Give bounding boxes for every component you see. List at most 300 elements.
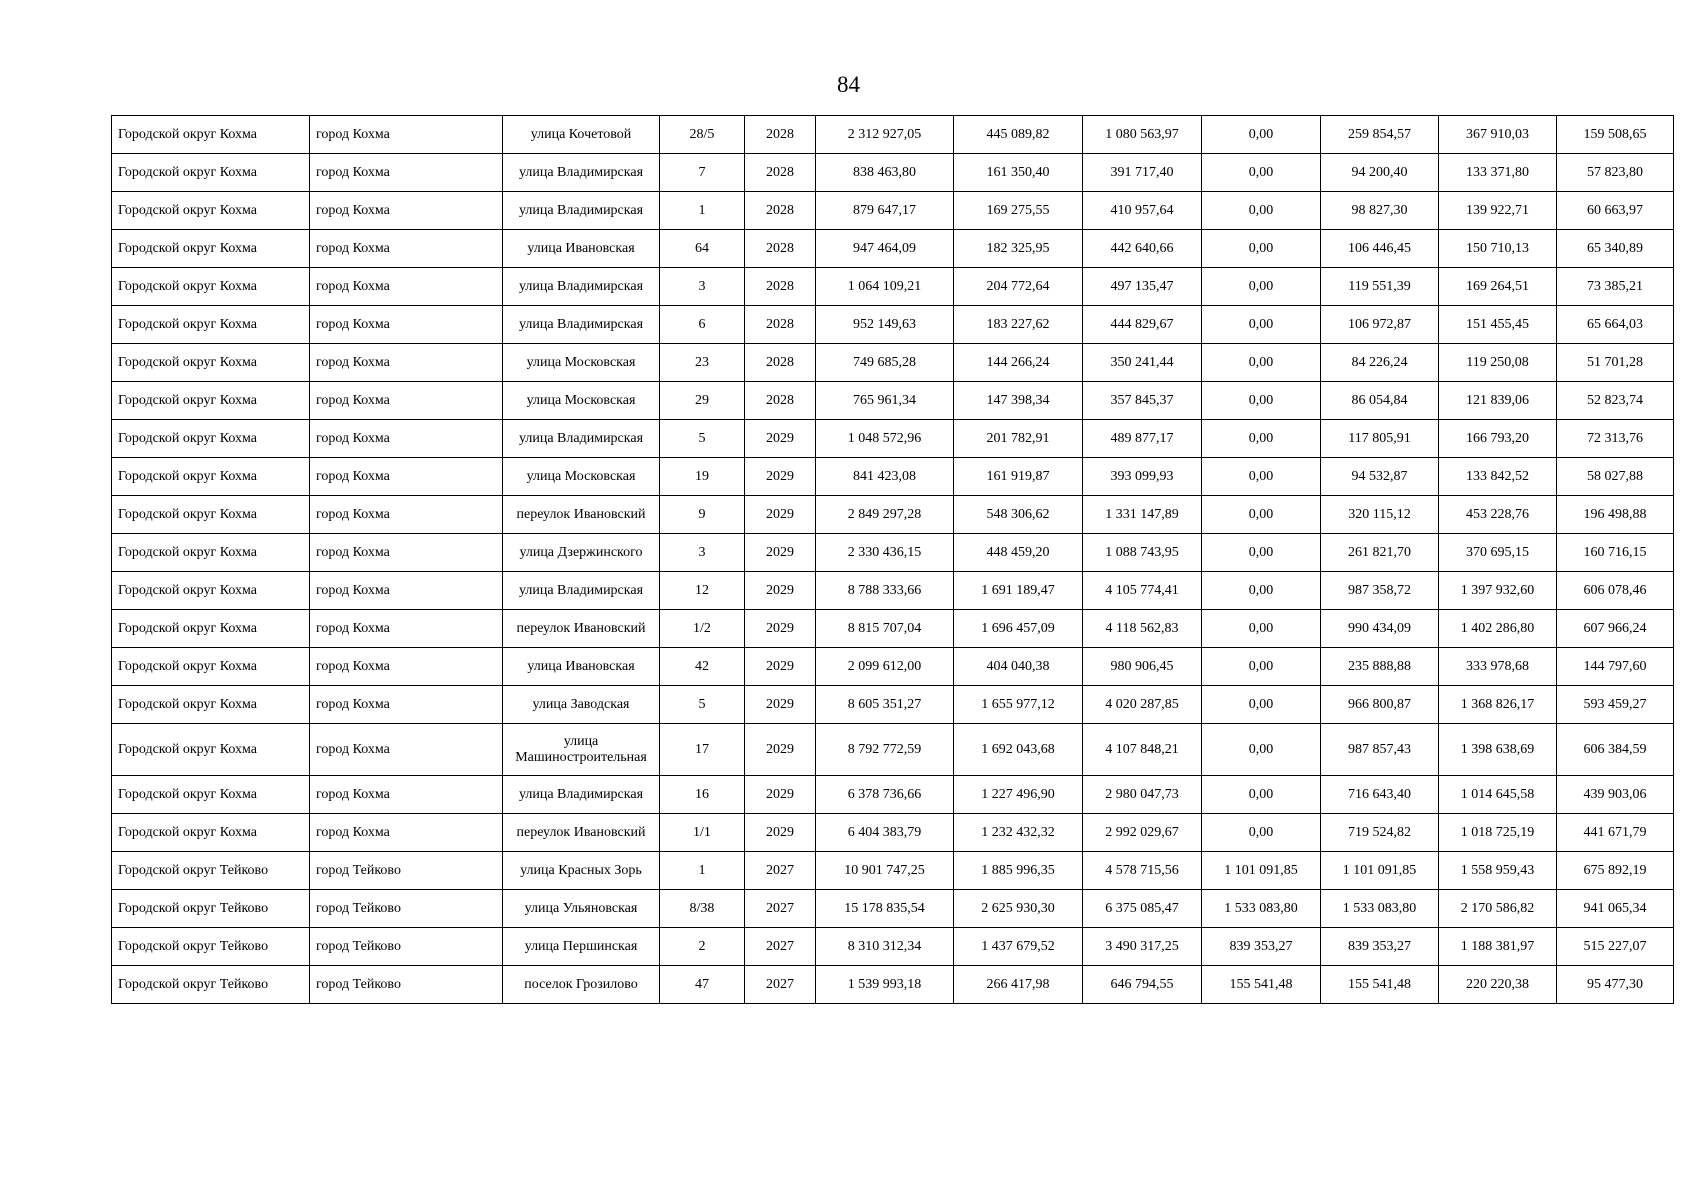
- table-row: [112, 648, 1674, 686]
- cell-col-10: 987 857,43: [1321, 724, 1439, 776]
- cell-col-8: 1 080 563,97: [1083, 116, 1202, 154]
- cell-district: Городской округ Тейково: [112, 928, 310, 966]
- cell-street: переулок Ивановский: [503, 610, 660, 648]
- cell-total: 947 464,09: [816, 230, 954, 268]
- cell-col-8: 410 957,64: [1083, 192, 1202, 230]
- cell-total: 1 048 572,96: [816, 420, 954, 458]
- cell-total: 765 961,34: [816, 382, 954, 420]
- cell-col-7: 548 306,62: [954, 496, 1083, 534]
- cell-house: 42: [660, 648, 745, 686]
- cell-col-8: 646 794,55: [1083, 966, 1202, 1004]
- table-body: [112, 116, 1674, 1004]
- cell-house: 16: [660, 776, 745, 814]
- cell-city: город Тейково: [310, 890, 503, 928]
- cell-col-10: 716 643,40: [1321, 776, 1439, 814]
- cell-street: улица Заводская: [503, 686, 660, 724]
- cell-total: 2 330 436,15: [816, 534, 954, 572]
- cell-district: Городской округ Кохма: [112, 686, 310, 724]
- cell-col-8: 442 640,66: [1083, 230, 1202, 268]
- cell-col-7: 445 089,82: [954, 116, 1083, 154]
- cell-col-7: 404 040,38: [954, 648, 1083, 686]
- table-row: [112, 724, 1674, 776]
- cell-house: 64: [660, 230, 745, 268]
- cell-col-7: 1 232 432,32: [954, 814, 1083, 852]
- cell-col-7: 147 398,34: [954, 382, 1083, 420]
- cell-col-9: 0,00: [1202, 610, 1321, 648]
- cell-col-11: 1 558 959,43: [1439, 852, 1557, 890]
- cell-city: город Кохма: [310, 458, 503, 496]
- cell-house: 1/1: [660, 814, 745, 852]
- cell-col-12: 73 385,21: [1557, 268, 1674, 306]
- cell-house: 47: [660, 966, 745, 1004]
- cell-total: 15 178 835,54: [816, 890, 954, 928]
- cell-total: 952 149,63: [816, 306, 954, 344]
- cell-house: 5: [660, 686, 745, 724]
- cell-street: улица Владимирская: [503, 192, 660, 230]
- cell-col-10: 94 532,87: [1321, 458, 1439, 496]
- cell-col-7: 144 266,24: [954, 344, 1083, 382]
- cell-col-7: 1 692 043,68: [954, 724, 1083, 776]
- cell-col-12: 52 823,74: [1557, 382, 1674, 420]
- cell-col-8: 4 107 848,21: [1083, 724, 1202, 776]
- cell-col-12: 144 797,60: [1557, 648, 1674, 686]
- cell-col-7: 1 696 457,09: [954, 610, 1083, 648]
- cell-city: город Кохма: [310, 116, 503, 154]
- cell-district: Городской округ Кохма: [112, 814, 310, 852]
- cell-col-11: 370 695,15: [1439, 534, 1557, 572]
- cell-year: 2029: [745, 610, 816, 648]
- cell-total: 8 792 772,59: [816, 724, 954, 776]
- cell-col-9: 0,00: [1202, 344, 1321, 382]
- cell-col-7: 183 227,62: [954, 306, 1083, 344]
- cell-col-10: 235 888,88: [1321, 648, 1439, 686]
- cell-col-11: 2 170 586,82: [1439, 890, 1557, 928]
- cell-col-12: 441 671,79: [1557, 814, 1674, 852]
- cell-col-12: 57 823,80: [1557, 154, 1674, 192]
- cell-street: улица Владимирская: [503, 420, 660, 458]
- cell-city: город Кохма: [310, 610, 503, 648]
- cell-district: Городской округ Кохма: [112, 306, 310, 344]
- cell-house: 28/5: [660, 116, 745, 154]
- cell-house: 29: [660, 382, 745, 420]
- cell-col-11: 1 397 932,60: [1439, 572, 1557, 610]
- cell-col-10: 155 541,48: [1321, 966, 1439, 1004]
- cell-year: 2028: [745, 116, 816, 154]
- cell-city: город Кохма: [310, 648, 503, 686]
- cell-year: 2027: [745, 966, 816, 1004]
- cell-col-12: 160 716,15: [1557, 534, 1674, 572]
- cell-year: 2028: [745, 192, 816, 230]
- cell-col-11: 453 228,76: [1439, 496, 1557, 534]
- cell-district: Городской округ Кохма: [112, 192, 310, 230]
- cell-street: улица Московская: [503, 382, 660, 420]
- cell-street: улица Владимирская: [503, 154, 660, 192]
- cell-col-12: 593 459,27: [1557, 686, 1674, 724]
- cell-house: 2: [660, 928, 745, 966]
- cell-house: 1/2: [660, 610, 745, 648]
- cell-col-8: 2 992 029,67: [1083, 814, 1202, 852]
- cell-house: 3: [660, 268, 745, 306]
- cell-col-9: 0,00: [1202, 458, 1321, 496]
- cell-col-7: 1 691 189,47: [954, 572, 1083, 610]
- cell-col-12: 65 664,03: [1557, 306, 1674, 344]
- cell-col-8: 980 906,45: [1083, 648, 1202, 686]
- cell-col-12: 65 340,89: [1557, 230, 1674, 268]
- cell-district: Городской округ Кохма: [112, 116, 310, 154]
- cell-total: 2 099 612,00: [816, 648, 954, 686]
- cell-col-12: 607 966,24: [1557, 610, 1674, 648]
- cell-col-7: 201 782,91: [954, 420, 1083, 458]
- cell-street: улица Кочетовой: [503, 116, 660, 154]
- cell-col-9: 839 353,27: [1202, 928, 1321, 966]
- cell-col-9: 0,00: [1202, 776, 1321, 814]
- cell-year: 2029: [745, 724, 816, 776]
- cell-col-10: 719 524,82: [1321, 814, 1439, 852]
- cell-total: 1 539 993,18: [816, 966, 954, 1004]
- cell-col-11: 119 250,08: [1439, 344, 1557, 382]
- cell-house: 19: [660, 458, 745, 496]
- cell-col-12: 675 892,19: [1557, 852, 1674, 890]
- cell-city: город Кохма: [310, 344, 503, 382]
- cell-year: 2027: [745, 928, 816, 966]
- table-row: [112, 496, 1674, 534]
- table-row: [112, 852, 1674, 890]
- table-row: [112, 268, 1674, 306]
- cell-col-8: 6 375 085,47: [1083, 890, 1202, 928]
- cell-col-7: 169 275,55: [954, 192, 1083, 230]
- cell-street: улица Ульяновская: [503, 890, 660, 928]
- cell-total: 6 404 383,79: [816, 814, 954, 852]
- cell-house: 17: [660, 724, 745, 776]
- cell-col-12: 515 227,07: [1557, 928, 1674, 966]
- cell-district: Городской округ Кохма: [112, 610, 310, 648]
- cell-col-7: 1 437 679,52: [954, 928, 1083, 966]
- cell-district: Городской округ Кохма: [112, 268, 310, 306]
- cell-col-9: 0,00: [1202, 192, 1321, 230]
- cell-street: улица Красных Зорь: [503, 852, 660, 890]
- cell-col-9: 1 533 083,80: [1202, 890, 1321, 928]
- cell-year: 2028: [745, 306, 816, 344]
- data-table: [111, 115, 1674, 1004]
- cell-year: 2029: [745, 420, 816, 458]
- cell-city: город Кохма: [310, 382, 503, 420]
- cell-district: Городской округ Тейково: [112, 890, 310, 928]
- cell-col-10: 261 821,70: [1321, 534, 1439, 572]
- cell-district: Городской округ Кохма: [112, 572, 310, 610]
- cell-col-12: 58 027,88: [1557, 458, 1674, 496]
- table-row: [112, 154, 1674, 192]
- cell-col-8: 489 877,17: [1083, 420, 1202, 458]
- cell-col-12: 606 384,59: [1557, 724, 1674, 776]
- cell-col-12: 95 477,30: [1557, 966, 1674, 1004]
- cell-col-10: 94 200,40: [1321, 154, 1439, 192]
- cell-house: 6: [660, 306, 745, 344]
- cell-col-8: 1 331 147,89: [1083, 496, 1202, 534]
- cell-total: 749 685,28: [816, 344, 954, 382]
- cell-col-10: 987 358,72: [1321, 572, 1439, 610]
- cell-street: улица Московская: [503, 344, 660, 382]
- table-row: [112, 458, 1674, 496]
- cell-house: 23: [660, 344, 745, 382]
- cell-col-7: 161 350,40: [954, 154, 1083, 192]
- table-row: [112, 928, 1674, 966]
- cell-col-7: 1 655 977,12: [954, 686, 1083, 724]
- cell-year: 2029: [745, 458, 816, 496]
- cell-year: 2028: [745, 344, 816, 382]
- cell-district: Городской округ Кохма: [112, 344, 310, 382]
- cell-col-7: 1 227 496,90: [954, 776, 1083, 814]
- cell-col-10: 106 446,45: [1321, 230, 1439, 268]
- cell-city: город Кохма: [310, 268, 503, 306]
- cell-house: 1: [660, 852, 745, 890]
- cell-street: улица Московская: [503, 458, 660, 496]
- cell-city: город Кохма: [310, 814, 503, 852]
- cell-house: 7: [660, 154, 745, 192]
- cell-col-10: 117 805,91: [1321, 420, 1439, 458]
- cell-col-8: 4 020 287,85: [1083, 686, 1202, 724]
- cell-col-11: 133 371,80: [1439, 154, 1557, 192]
- cell-col-11: 1 402 286,80: [1439, 610, 1557, 648]
- cell-total: 879 647,17: [816, 192, 954, 230]
- cell-col-9: 0,00: [1202, 534, 1321, 572]
- cell-district: Городской округ Кохма: [112, 534, 310, 572]
- cell-col-10: 1 101 091,85: [1321, 852, 1439, 890]
- cell-total: 10 901 747,25: [816, 852, 954, 890]
- cell-col-10: 86 054,84: [1321, 382, 1439, 420]
- table-row: [112, 382, 1674, 420]
- cell-col-10: 98 827,30: [1321, 192, 1439, 230]
- cell-col-8: 497 135,47: [1083, 268, 1202, 306]
- cell-street: улица Владимирская: [503, 268, 660, 306]
- table-row: [112, 610, 1674, 648]
- cell-col-7: 266 417,98: [954, 966, 1083, 1004]
- cell-col-9: 0,00: [1202, 268, 1321, 306]
- cell-city: город Кохма: [310, 192, 503, 230]
- cell-city: город Кохма: [310, 776, 503, 814]
- cell-total: 1 064 109,21: [816, 268, 954, 306]
- cell-year: 2028: [745, 230, 816, 268]
- cell-street: улица Ивановская: [503, 648, 660, 686]
- table-row: [112, 420, 1674, 458]
- page-number: 84: [837, 72, 860, 97]
- cell-col-11: 333 978,68: [1439, 648, 1557, 686]
- table-row: [112, 192, 1674, 230]
- cell-col-8: 4 578 715,56: [1083, 852, 1202, 890]
- cell-col-8: 1 088 743,95: [1083, 534, 1202, 572]
- cell-col-8: 3 490 317,25: [1083, 928, 1202, 966]
- cell-city: город Кохма: [310, 306, 503, 344]
- cell-total: 2 849 297,28: [816, 496, 954, 534]
- cell-year: 2028: [745, 268, 816, 306]
- cell-col-11: 133 842,52: [1439, 458, 1557, 496]
- cell-col-9: 0,00: [1202, 116, 1321, 154]
- table-row: [112, 230, 1674, 268]
- cell-col-7: 161 919,87: [954, 458, 1083, 496]
- cell-col-12: 606 078,46: [1557, 572, 1674, 610]
- table-row: [112, 534, 1674, 572]
- cell-city: город Кохма: [310, 496, 503, 534]
- cell-street: улица Владимирская: [503, 572, 660, 610]
- cell-house: 9: [660, 496, 745, 534]
- table-row: [112, 306, 1674, 344]
- table-row: [112, 890, 1674, 928]
- cell-house: 5: [660, 420, 745, 458]
- cell-col-10: 1 533 083,80: [1321, 890, 1439, 928]
- cell-col-7: 1 885 996,35: [954, 852, 1083, 890]
- cell-col-9: 0,00: [1202, 814, 1321, 852]
- table-row: [112, 966, 1674, 1004]
- cell-city: город Кохма: [310, 534, 503, 572]
- cell-city: город Тейково: [310, 966, 503, 1004]
- cell-col-10: 966 800,87: [1321, 686, 1439, 724]
- cell-col-9: 1 101 091,85: [1202, 852, 1321, 890]
- cell-col-11: 150 710,13: [1439, 230, 1557, 268]
- cell-city: город Кохма: [310, 420, 503, 458]
- table-row: [112, 686, 1674, 724]
- cell-col-9: 0,00: [1202, 572, 1321, 610]
- cell-house: 3: [660, 534, 745, 572]
- cell-col-10: 84 226,24: [1321, 344, 1439, 382]
- cell-col-11: 1 188 381,97: [1439, 928, 1557, 966]
- cell-col-12: 159 508,65: [1557, 116, 1674, 154]
- table-row: [112, 814, 1674, 852]
- cell-house: 12: [660, 572, 745, 610]
- cell-city: город Кохма: [310, 572, 503, 610]
- cell-total: 838 463,80: [816, 154, 954, 192]
- cell-col-7: 182 325,95: [954, 230, 1083, 268]
- cell-col-8: 393 099,93: [1083, 458, 1202, 496]
- cell-city: город Тейково: [310, 852, 503, 890]
- cell-col-11: 367 910,03: [1439, 116, 1557, 154]
- cell-street: улица Владимирская: [503, 306, 660, 344]
- cell-col-8: 2 980 047,73: [1083, 776, 1202, 814]
- cell-city: город Тейково: [310, 928, 503, 966]
- table-row: [112, 344, 1674, 382]
- cell-col-11: 1 014 645,58: [1439, 776, 1557, 814]
- cell-col-8: 391 717,40: [1083, 154, 1202, 192]
- cell-col-10: 839 353,27: [1321, 928, 1439, 966]
- cell-year: 2029: [745, 534, 816, 572]
- cell-year: 2027: [745, 852, 816, 890]
- cell-street: улица Дзержинского: [503, 534, 660, 572]
- cell-col-10: 106 972,87: [1321, 306, 1439, 344]
- cell-district: Городской округ Кохма: [112, 776, 310, 814]
- cell-col-12: 196 498,88: [1557, 496, 1674, 534]
- cell-col-11: 151 455,45: [1439, 306, 1557, 344]
- cell-col-12: 51 701,28: [1557, 344, 1674, 382]
- cell-street: переулок Ивановский: [503, 814, 660, 852]
- cell-total: 8 788 333,66: [816, 572, 954, 610]
- cell-district: Городской округ Кохма: [112, 382, 310, 420]
- cell-district: Городской округ Кохма: [112, 458, 310, 496]
- cell-year: 2027: [745, 890, 816, 928]
- cell-col-8: 444 829,67: [1083, 306, 1202, 344]
- cell-district: Городской округ Тейково: [112, 966, 310, 1004]
- cell-col-8: 357 845,37: [1083, 382, 1202, 420]
- cell-year: 2029: [745, 814, 816, 852]
- cell-district: Городской округ Кохма: [112, 496, 310, 534]
- cell-col-8: 4 105 774,41: [1083, 572, 1202, 610]
- cell-col-12: 60 663,97: [1557, 192, 1674, 230]
- cell-col-12: 439 903,06: [1557, 776, 1674, 814]
- cell-street: улица Ивановская: [503, 230, 660, 268]
- cell-city: город Кохма: [310, 230, 503, 268]
- cell-col-10: 990 434,09: [1321, 610, 1439, 648]
- cell-street: улица Першинская: [503, 928, 660, 966]
- cell-col-12: 941 065,34: [1557, 890, 1674, 928]
- table-row: [112, 776, 1674, 814]
- cell-total: 841 423,08: [816, 458, 954, 496]
- cell-col-12: 72 313,76: [1557, 420, 1674, 458]
- cell-col-11: 220 220,38: [1439, 966, 1557, 1004]
- cell-col-9: 0,00: [1202, 686, 1321, 724]
- cell-city: город Кохма: [310, 724, 503, 776]
- cell-col-10: 119 551,39: [1321, 268, 1439, 306]
- cell-district: Городской округ Кохма: [112, 420, 310, 458]
- cell-house: 8/38: [660, 890, 745, 928]
- cell-total: 8 605 351,27: [816, 686, 954, 724]
- cell-col-9: 0,00: [1202, 648, 1321, 686]
- cell-col-11: 166 793,20: [1439, 420, 1557, 458]
- cell-street: улица Владимирская: [503, 776, 660, 814]
- cell-col-9: 0,00: [1202, 724, 1321, 776]
- cell-year: 2028: [745, 382, 816, 420]
- table-row: [112, 572, 1674, 610]
- cell-col-8: 350 241,44: [1083, 344, 1202, 382]
- cell-total: 6 378 736,66: [816, 776, 954, 814]
- cell-col-10: 320 115,12: [1321, 496, 1439, 534]
- cell-city: город Кохма: [310, 154, 503, 192]
- cell-year: 2028: [745, 154, 816, 192]
- cell-district: Городской округ Тейково: [112, 852, 310, 890]
- cell-total: 8 815 707,04: [816, 610, 954, 648]
- cell-district: Городской округ Кохма: [112, 648, 310, 686]
- cell-col-9: 0,00: [1202, 420, 1321, 458]
- cell-street: переулок Ивановский: [503, 496, 660, 534]
- cell-district: Городской округ Кохма: [112, 724, 310, 776]
- cell-total: 2 312 927,05: [816, 116, 954, 154]
- cell-house: 1: [660, 192, 745, 230]
- cell-col-9: 0,00: [1202, 154, 1321, 192]
- cell-col-11: 1 368 826,17: [1439, 686, 1557, 724]
- cell-col-9: 0,00: [1202, 382, 1321, 420]
- cell-city: город Кохма: [310, 686, 503, 724]
- cell-year: 2029: [745, 572, 816, 610]
- cell-street: поселок Грозилово: [503, 966, 660, 1004]
- cell-street: улица Машиностроительная: [503, 724, 660, 776]
- cell-year: 2029: [745, 496, 816, 534]
- cell-col-11: 139 922,71: [1439, 192, 1557, 230]
- cell-col-8: 4 118 562,83: [1083, 610, 1202, 648]
- cell-col-9: 0,00: [1202, 496, 1321, 534]
- cell-col-11: 1 398 638,69: [1439, 724, 1557, 776]
- cell-col-7: 448 459,20: [954, 534, 1083, 572]
- cell-district: Городской округ Кохма: [112, 230, 310, 268]
- cell-year: 2029: [745, 648, 816, 686]
- cell-col-11: 1 018 725,19: [1439, 814, 1557, 852]
- cell-col-11: 121 839,06: [1439, 382, 1557, 420]
- cell-year: 2029: [745, 776, 816, 814]
- cell-col-10: 259 854,57: [1321, 116, 1439, 154]
- table-row: [112, 116, 1674, 154]
- cell-total: 8 310 312,34: [816, 928, 954, 966]
- cell-col-9: 0,00: [1202, 230, 1321, 268]
- cell-col-11: 169 264,51: [1439, 268, 1557, 306]
- cell-col-7: 204 772,64: [954, 268, 1083, 306]
- cell-col-7: 2 625 930,30: [954, 890, 1083, 928]
- cell-district: Городской округ Кохма: [112, 154, 310, 192]
- cell-col-9: 0,00: [1202, 306, 1321, 344]
